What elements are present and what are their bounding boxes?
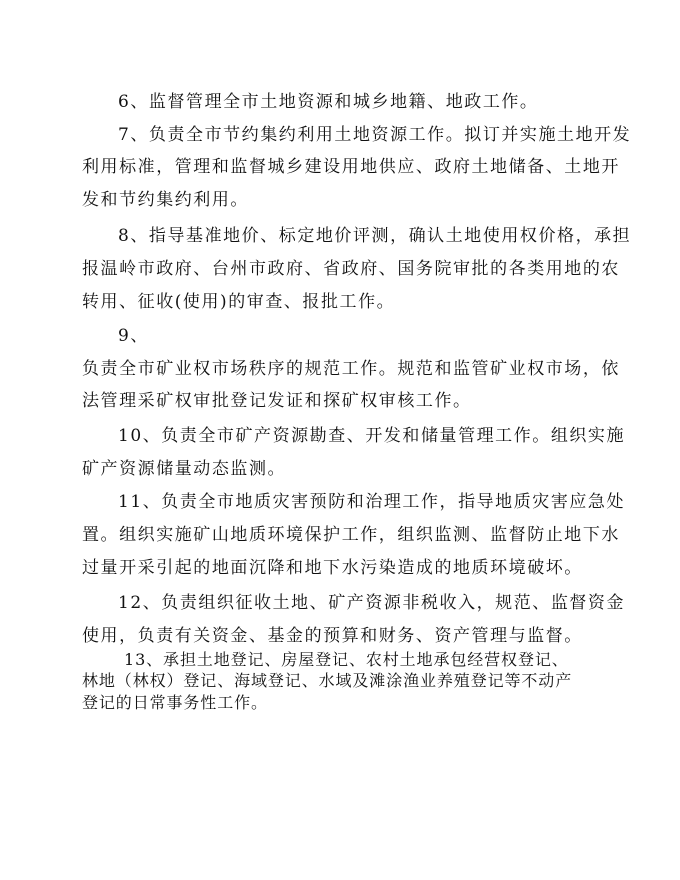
paragraph-13-line-1: 13、承担土地登记、房屋登记、农村土地承包经营权登记、 (124, 650, 569, 669)
paragraph-6-line-1: 6、监督管理全市土地资源和城乡地籍、地政工作。 (118, 92, 539, 112)
paragraph-8-line-1: 8、指导基准地价、标定地价评测，确认土地使用权价格，承担 (118, 226, 632, 246)
paragraph-12-line-1: 12、负责组织征收土地、矿产资源非税收入，规范、监督资金 (118, 593, 626, 613)
paragraph-11-line-1: 11、负责全市地质灾害预防和治理工作，指导地质灾害应急处 (118, 492, 626, 512)
paragraph-10-line-1: 10、负责全市矿产资源勘查、开发和储量管理工作。组织实施 (118, 426, 626, 446)
paragraph-8-line-2: 报温岭市政府、台州市政府、省政府、国务院审批的各类用地的农 (82, 259, 620, 279)
paragraph-7-line-1: 7、负责全市节约集约利用土地资源工作。拟订并实施土地开发 (118, 125, 632, 145)
paragraph-9-line-3: 法管理采矿权审批登记发证和探矿权审核工作。 (82, 391, 472, 411)
paragraph-12-line-2: 使用，负责有关资金、基金的预算和财务、资产管理与监督。 (82, 626, 583, 646)
paragraph-9-line-2: 负责全市矿业权市场秩序的规范工作。规范和监管矿业权市场，依 (82, 359, 620, 379)
paragraph-9-line-1: 9、 (118, 326, 149, 346)
paragraph-13-line-3: 登记的日常事务性工作。 (82, 693, 268, 712)
paragraph-7-line-3: 发和节约集约利用。 (82, 190, 249, 210)
paragraph-8-line-3: 转用、征收(使用)的审查、报批工作。 (82, 292, 396, 312)
paragraph-7-line-2: 利用标准，管理和监督城乡建设用地供应、政府土地储备、土地开 (82, 157, 620, 177)
paragraph-13-line-2: 林地（林权）登记、海域登记、水域及滩涂渔业养殖登记等不动产 (82, 671, 573, 690)
document-page (82, 0, 632, 880)
paragraph-11-line-3: 过量开采引起的地面沉降和地下水污染造成的地质环境破坏。 (82, 558, 583, 578)
paragraph-11-line-2: 置。组织实施矿山地质环境保护工作，组织监测、监督防止地下水 (82, 525, 620, 545)
paragraph-10-line-2: 矿产资源储量动态监测。 (82, 459, 287, 479)
